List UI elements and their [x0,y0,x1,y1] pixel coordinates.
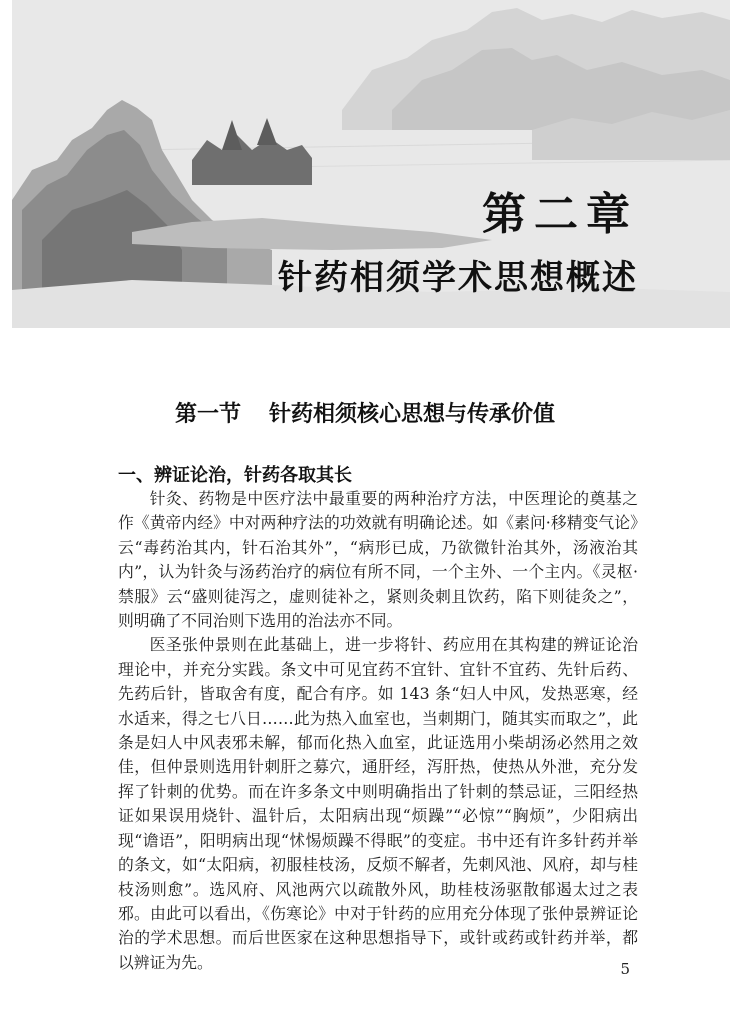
paragraph: 医圣张仲景则在此基础上，进一步将针、药应用在其构建的辨证论治理论中，并充分实践。条文中可见宜药不宜针、宜针不宜药、先针后药、先药后针，皆取舍有度，配合有序。如 143 条“妇人中风，发热恶寒，经水适来，得之七八日……此为热入血室也，当刺期门，随其实而取之”，此条是妇人中风表邪未解，郁而化热入血室，此证选用小柴胡汤必然用之效佳，但仲景则选用针刺肝之募穴，通肝经，泻肝热，使热从外泄，充分发挥了针刺的优势。而在许多条文中则明确指出了针刺的禁忌证，三阳经热证如果误用烧针、温针后，太阳病出现“烦躁”“必惊”“胸烦”，少阳病出现“谵语”，阳明病出现“怵惕烦躁不得眠”的变症。书中还有许多针药并举的条文，如“太阳病，初服桂枝汤，反烦不解者，先刺风池、风府，却与桂枝汤则愈”。选风府、风池两穴以疏散外风，助桂枝汤驱散郁遏太过之表邪。由此可以看出，《伤寒论》中对于针药的应用充分体现了张仲景辨证论治的学术思想。而后世医家在这种思想指导下，或针或药或针药并举，都以辨证为先。 [118,635,638,972]
paragraph: 针灸、药物是中医疗法中最重要的两种治疗方法，中医理论的奠基之作《黄帝内经》中对两种疗法的功效就有明确论述。如《素问·移精变气论》云“毒药治其内，针石治其外”，“病形已成，乃欲微针治其外，汤液治其内”，认为针灸与汤药治疗的病位有所不同，一个主外、一个主内。《灵枢·禁服》云“盛则徒泻之，虚则徒补之，紧则灸刺且饮药，陷下则徒灸之”，则明确了不同治则下选用的治法亦不同。 [118,489,638,631]
subsection-title: 一、辨证论治，针药各取其长 [118,465,352,486]
section-title: 针药相须核心思想与传承价值 [269,402,556,427]
section-heading [0,397,730,428]
chapter-label: 第二章 [482,189,638,240]
chapter-title: 针药相须学术思想概述 [278,258,638,298]
section-number: 第一节 [174,402,241,427]
page-number: 5 [620,960,630,978]
body-text [118,487,638,975]
chapter-banner [12,0,730,328]
